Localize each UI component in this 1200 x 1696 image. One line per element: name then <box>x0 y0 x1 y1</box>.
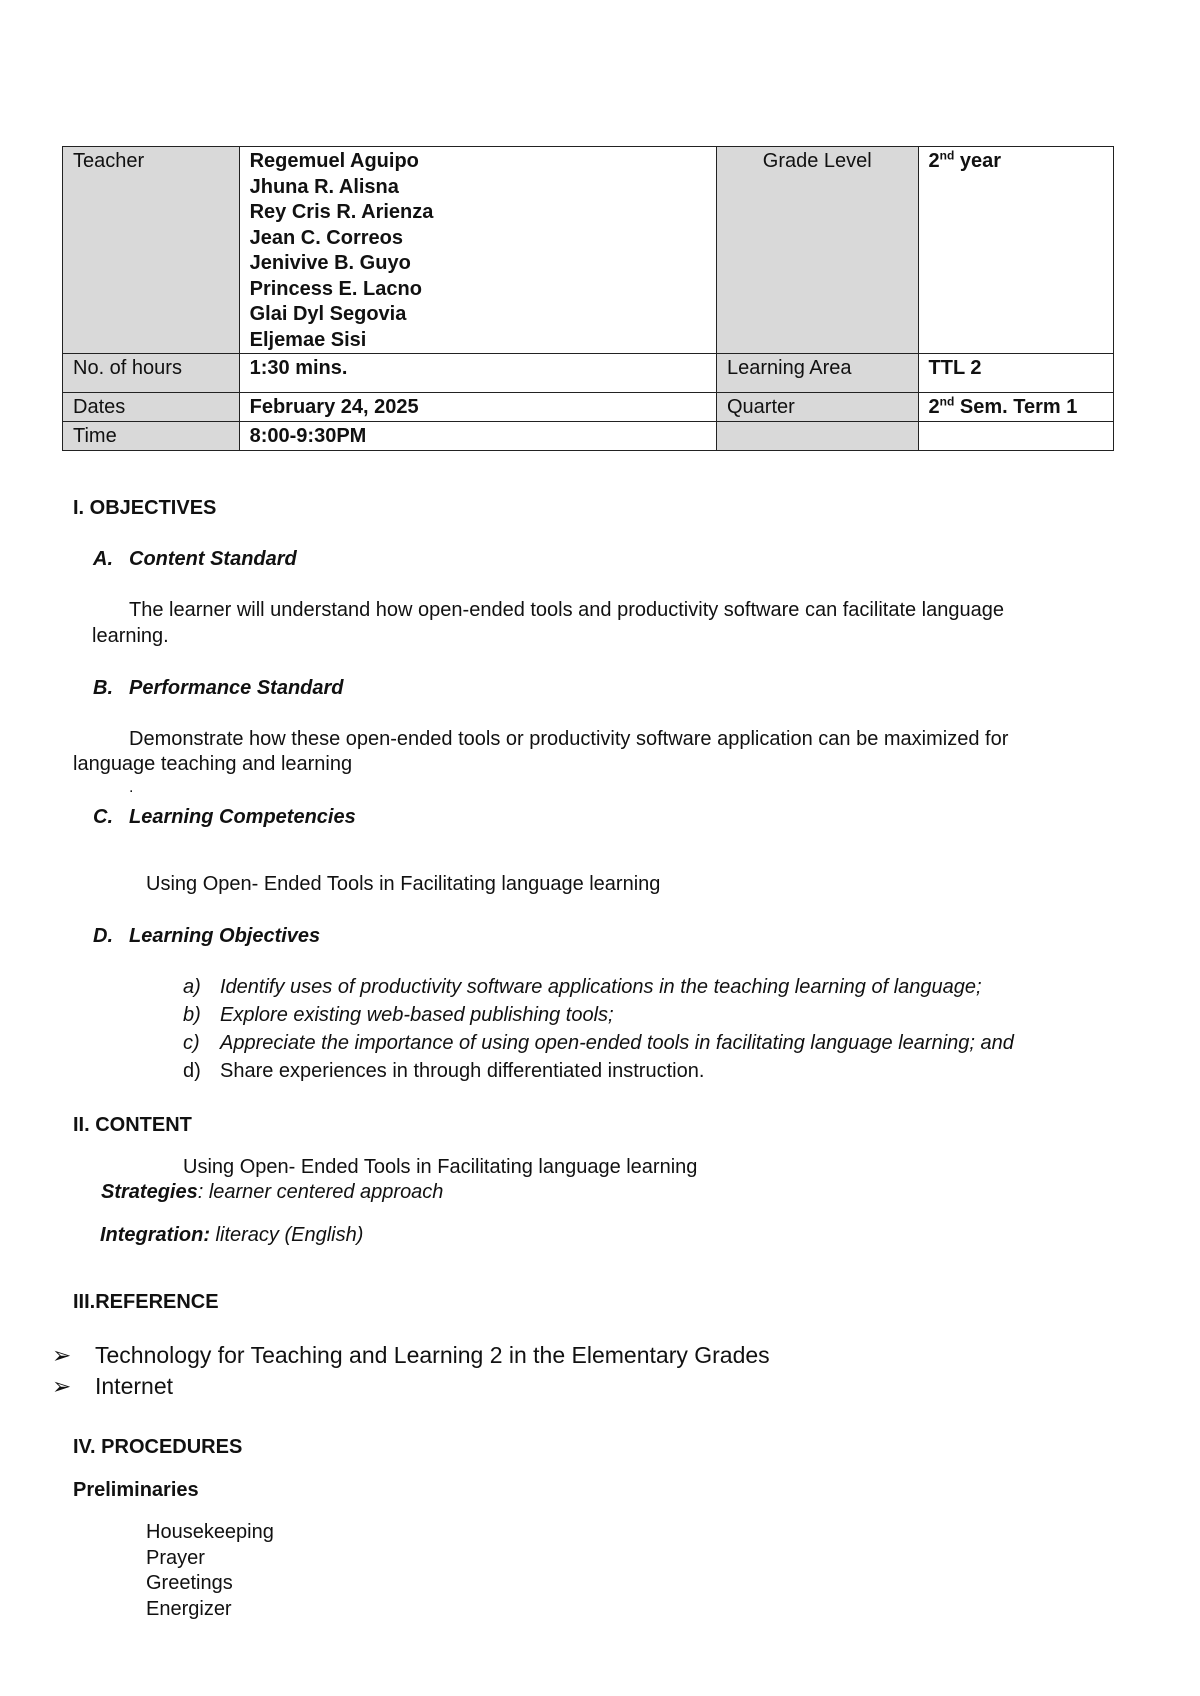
objective-item: Identify uses of productivity software applications in the teaching learning of language; <box>220 976 982 998</box>
hours-value: 1:30 mins. <box>239 354 716 393</box>
learning-competencies-title: Learning Competencies <box>129 806 356 828</box>
objective-item: Share experiences in through differentiated instruction. <box>220 1060 705 1082</box>
empty-value-cell <box>918 422 1113 451</box>
performance-standard-period: . <box>129 779 134 796</box>
objectives-heading: I. OBJECTIVES <box>73 497 217 519</box>
performance-standard-letter: B. <box>93 677 113 699</box>
quarter-suffix: nd <box>939 394 955 409</box>
grade-level-text: year <box>954 150 1002 172</box>
performance-standard-text: Demonstrate how these open-ended tools or productivity software application can be maximized for <box>129 728 1009 750</box>
integration-line <box>100 1223 363 1247</box>
hours-label: No. of hours <box>63 354 240 393</box>
performance-standard-text-cont: language teaching and learning <box>73 753 353 775</box>
grade-level-value <box>918 147 1113 354</box>
grade-level-suffix: nd <box>939 148 955 163</box>
performance-standard-title: Performance Standard <box>129 677 344 699</box>
teacher-name: Regemuel Aguipo <box>249 150 419 172</box>
content-heading: II. CONTENT <box>73 1114 192 1136</box>
empty-label-cell <box>717 422 919 451</box>
grade-level-number: 2 <box>928 150 940 172</box>
content-standard-title: Content Standard <box>129 548 297 570</box>
objective-marker: a) <box>183 976 201 998</box>
preliminaries-heading: Preliminaries <box>73 1479 199 1501</box>
content-standard-text-cont: learning. <box>92 625 169 647</box>
content-standard-text: The learner will understand how open-ended tools and productivity software can facilitate language <box>129 599 1004 621</box>
content-standard-letter: A. <box>93 548 113 570</box>
reference-item: Internet <box>95 1373 173 1399</box>
teacher-name: Jenivive B. Guyo <box>249 252 411 274</box>
preliminary-item: Greetings <box>146 1572 233 1594</box>
reference-item: Technology for Teaching and Learning 2 in the Elementary Grades <box>95 1342 770 1368</box>
objective-item: Appreciate the importance of using open-ended tools in facilitating language learning; and <box>220 1032 1014 1054</box>
learning-objectives-letter: D. <box>93 925 113 947</box>
strategies-label: Strategies <box>101 1181 198 1203</box>
teacher-label: Teacher <box>63 147 240 354</box>
content-topic: Using Open- Ended Tools in Facilitating language learning <box>183 1156 698 1178</box>
strategies-line <box>101 1180 443 1204</box>
grade-level-label: Grade Level <box>717 147 919 354</box>
teacher-name: Princess E. Lacno <box>249 277 422 300</box>
objective-marker: d) <box>183 1060 201 1082</box>
teacher-name: Jean C. Correos <box>249 226 403 249</box>
time-value: 8:00-9:30PM <box>239 422 716 451</box>
objective-item: Explore existing web-based publishing tools; <box>220 1004 614 1026</box>
reference-heading: III.REFERENCE <box>73 1291 219 1313</box>
objective-marker: c) <box>183 1032 200 1054</box>
procedures-heading: IV. PROCEDURES <box>73 1436 243 1458</box>
dates-label: Dates <box>63 393 240 422</box>
preliminary-item: Housekeeping <box>146 1521 274 1543</box>
quarter-number: 2 <box>928 396 940 418</box>
teacher-name: Glai Dyl Segovia <box>249 303 407 325</box>
teacher-name: Eljemae Sisi <box>249 328 367 351</box>
preliminary-item: Prayer <box>146 1547 205 1569</box>
integration-value: literacy (English) <box>210 1224 364 1246</box>
teacher-name: Rey Cris R. Arienza <box>249 201 434 223</box>
quarter-text: Sem. Term 1 <box>954 396 1078 418</box>
objective-marker: b) <box>183 1004 201 1026</box>
learning-area-label: Learning Area <box>717 354 919 393</box>
quarter-value <box>918 393 1113 422</box>
learning-objectives-title: Learning Objectives <box>129 925 321 947</box>
time-label: Time <box>63 422 240 451</box>
arrow-bullet-icon: ➢ <box>52 1373 72 1399</box>
integration-label: Integration: <box>100 1224 210 1246</box>
arrow-bullet-icon: ➢ <box>52 1342 72 1368</box>
learning-area-value: TTL 2 <box>918 354 1113 393</box>
strategies-value: : learner centered approach <box>197 1181 444 1203</box>
lesson-info-table <box>62 146 1114 451</box>
dates-value: February 24, 2025 <box>239 393 716 422</box>
preliminary-item: Energizer <box>146 1598 232 1620</box>
teacher-names <box>239 147 716 354</box>
teacher-name: Jhuna R. Alisna <box>249 175 399 198</box>
quarter-label: Quarter <box>717 393 919 422</box>
learning-competencies-letter: C. <box>93 806 113 828</box>
learning-competencies-text: Using Open- Ended Tools in Facilitating language learning <box>146 873 661 895</box>
